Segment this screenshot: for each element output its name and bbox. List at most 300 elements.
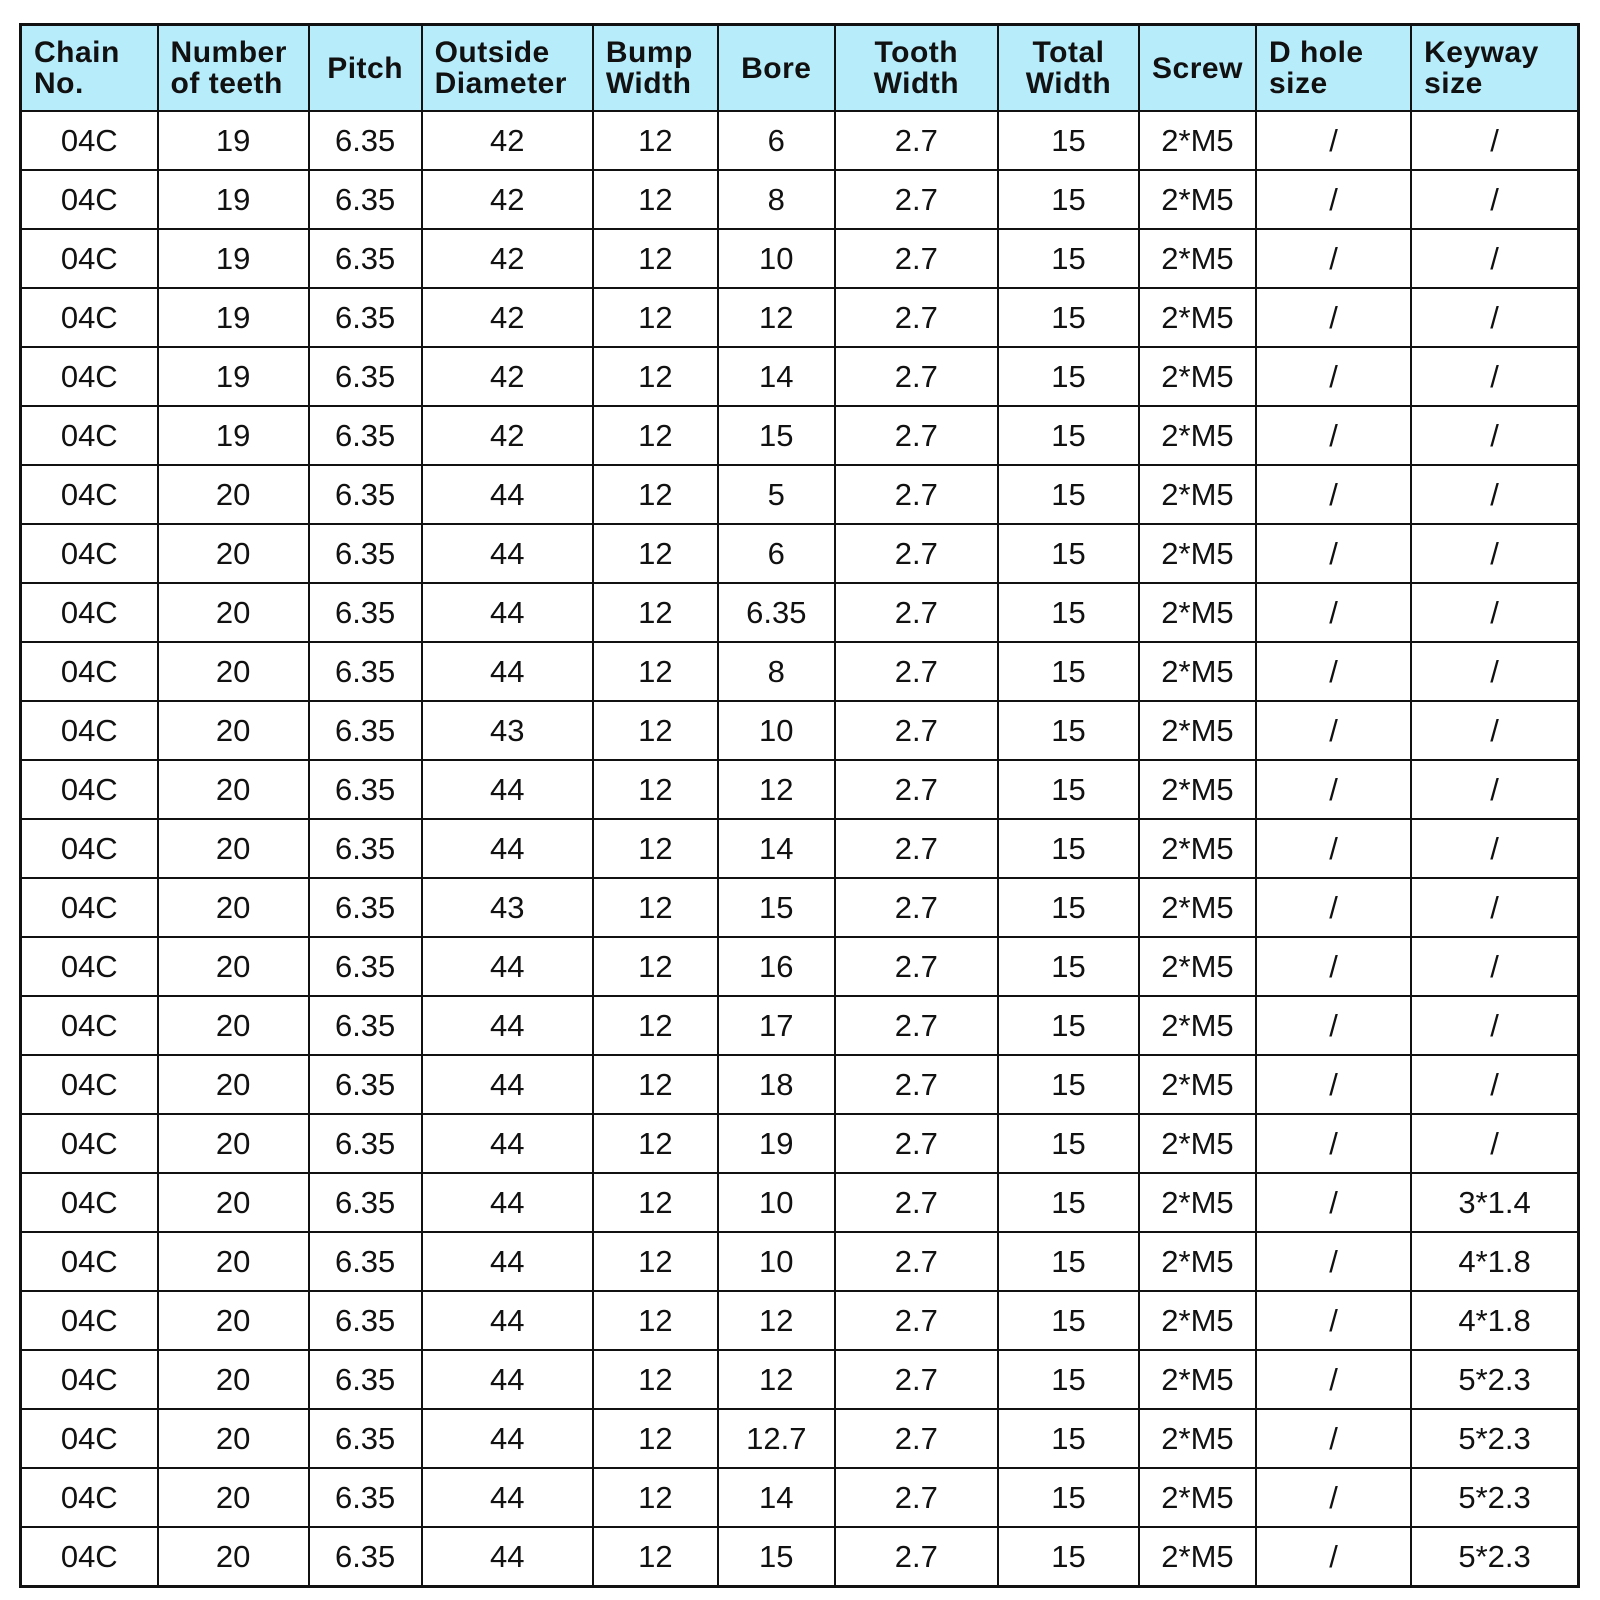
cell-outside-diameter: 44 — [422, 524, 593, 583]
cell-total-width: 15 — [998, 1173, 1139, 1232]
cell-chain-no: 04C — [21, 229, 158, 288]
cell-pitch: 6.35 — [309, 1114, 422, 1173]
cell-bump-width: 12 — [593, 524, 718, 583]
table-row — [21, 170, 1579, 229]
cell-chain-no: 04C — [21, 937, 158, 996]
cell-bump-width: 12 — [593, 288, 718, 347]
cell-screw: 2*M5 — [1139, 701, 1256, 760]
cell-total-width: 15 — [998, 996, 1139, 1055]
cell-keyway-size: / — [1411, 347, 1578, 406]
cell-screw: 2*M5 — [1139, 937, 1256, 996]
cell-d-hole-size: / — [1256, 1114, 1411, 1173]
cell-outside-diameter: 44 — [422, 996, 593, 1055]
table-row — [21, 1350, 1579, 1409]
cell-keyway-size: / — [1411, 996, 1578, 1055]
cell-d-hole-size: / — [1256, 996, 1411, 1055]
cell-pitch: 6.35 — [309, 229, 422, 288]
cell-bump-width: 12 — [593, 1527, 718, 1587]
table-header — [21, 25, 1579, 112]
sprocket-spec-table — [19, 23, 1580, 1588]
cell-total-width: 15 — [998, 1232, 1139, 1291]
column-header-screw: Screw — [1139, 25, 1256, 112]
cell-tooth-width: 2.7 — [835, 1291, 998, 1350]
cell-outside-diameter: 44 — [422, 1468, 593, 1527]
cell-number-of-teeth: 20 — [158, 524, 309, 583]
cell-d-hole-size: / — [1256, 1527, 1411, 1587]
cell-tooth-width: 2.7 — [835, 878, 998, 937]
table-row — [21, 1409, 1579, 1468]
cell-screw: 2*M5 — [1139, 642, 1256, 701]
cell-screw: 2*M5 — [1139, 229, 1256, 288]
cell-total-width: 15 — [998, 465, 1139, 524]
column-header-chain-no: Chain No. — [21, 25, 158, 112]
cell-total-width: 15 — [998, 583, 1139, 642]
cell-bump-width: 12 — [593, 1232, 718, 1291]
cell-keyway-size: / — [1411, 1114, 1578, 1173]
cell-bore: 10 — [718, 1173, 835, 1232]
cell-keyway-size: / — [1411, 760, 1578, 819]
cell-total-width: 15 — [998, 170, 1139, 229]
cell-screw: 2*M5 — [1139, 465, 1256, 524]
cell-bore: 14 — [718, 819, 835, 878]
cell-bore: 12.7 — [718, 1409, 835, 1468]
cell-tooth-width: 2.7 — [835, 583, 998, 642]
cell-screw: 2*M5 — [1139, 1291, 1256, 1350]
cell-number-of-teeth: 20 — [158, 760, 309, 819]
table-row — [21, 1232, 1579, 1291]
cell-d-hole-size: / — [1256, 288, 1411, 347]
cell-tooth-width: 2.7 — [835, 170, 998, 229]
cell-outside-diameter: 43 — [422, 701, 593, 760]
cell-tooth-width: 2.7 — [835, 1232, 998, 1291]
cell-chain-no: 04C — [21, 1468, 158, 1527]
cell-screw: 2*M5 — [1139, 1468, 1256, 1527]
cell-screw: 2*M5 — [1139, 1173, 1256, 1232]
cell-bore: 5 — [718, 465, 835, 524]
cell-screw: 2*M5 — [1139, 347, 1256, 406]
cell-screw: 2*M5 — [1139, 1055, 1256, 1114]
cell-bore: 12 — [718, 760, 835, 819]
cell-pitch: 6.35 — [309, 878, 422, 937]
cell-total-width: 15 — [998, 524, 1139, 583]
cell-screw: 2*M5 — [1139, 878, 1256, 937]
cell-tooth-width: 2.7 — [835, 760, 998, 819]
cell-bore: 12 — [718, 288, 835, 347]
table-row — [21, 524, 1579, 583]
table-row — [21, 819, 1579, 878]
cell-pitch: 6.35 — [309, 819, 422, 878]
cell-keyway-size: / — [1411, 229, 1578, 288]
cell-tooth-width: 2.7 — [835, 465, 998, 524]
cell-bump-width: 12 — [593, 583, 718, 642]
cell-total-width: 15 — [998, 406, 1139, 465]
cell-chain-no: 04C — [21, 1114, 158, 1173]
cell-bump-width: 12 — [593, 996, 718, 1055]
cell-bore: 17 — [718, 996, 835, 1055]
cell-d-hole-size: / — [1256, 878, 1411, 937]
cell-number-of-teeth: 20 — [158, 1350, 309, 1409]
cell-tooth-width: 2.7 — [835, 1468, 998, 1527]
cell-total-width: 15 — [998, 819, 1139, 878]
table-body — [21, 111, 1579, 1587]
cell-bore: 12 — [718, 1350, 835, 1409]
table-row — [21, 465, 1579, 524]
cell-keyway-size: 5*2.3 — [1411, 1527, 1578, 1587]
cell-tooth-width: 2.7 — [835, 347, 998, 406]
cell-keyway-size: / — [1411, 819, 1578, 878]
cell-total-width: 15 — [998, 1409, 1139, 1468]
column-header-d-hole-size: D hole size — [1256, 25, 1411, 112]
cell-d-hole-size: / — [1256, 465, 1411, 524]
cell-tooth-width: 2.7 — [835, 524, 998, 583]
cell-bump-width: 12 — [593, 819, 718, 878]
header-row — [21, 25, 1579, 112]
table-row — [21, 583, 1579, 642]
cell-pitch: 6.35 — [309, 465, 422, 524]
cell-bump-width: 12 — [593, 347, 718, 406]
cell-number-of-teeth: 20 — [158, 1232, 309, 1291]
cell-pitch: 6.35 — [309, 1291, 422, 1350]
table-row — [21, 878, 1579, 937]
cell-chain-no: 04C — [21, 1055, 158, 1114]
cell-chain-no: 04C — [21, 1232, 158, 1291]
cell-total-width: 15 — [998, 878, 1139, 937]
cell-total-width: 15 — [998, 1055, 1139, 1114]
column-header-total-width: Total Width — [998, 25, 1139, 112]
cell-outside-diameter: 44 — [422, 1232, 593, 1291]
cell-number-of-teeth: 19 — [158, 170, 309, 229]
cell-number-of-teeth: 20 — [158, 1114, 309, 1173]
cell-outside-diameter: 44 — [422, 1114, 593, 1173]
cell-chain-no: 04C — [21, 583, 158, 642]
cell-chain-no: 04C — [21, 111, 158, 170]
cell-chain-no: 04C — [21, 465, 158, 524]
cell-bore: 19 — [718, 1114, 835, 1173]
cell-d-hole-size: / — [1256, 229, 1411, 288]
cell-total-width: 15 — [998, 760, 1139, 819]
column-header-tooth-width: Tooth Width — [835, 25, 998, 112]
cell-screw: 2*M5 — [1139, 583, 1256, 642]
cell-chain-no: 04C — [21, 524, 158, 583]
table-row — [21, 996, 1579, 1055]
cell-screw: 2*M5 — [1139, 1232, 1256, 1291]
cell-outside-diameter: 42 — [422, 288, 593, 347]
cell-keyway-size: / — [1411, 642, 1578, 701]
cell-number-of-teeth: 20 — [158, 1409, 309, 1468]
column-header-outside-diameter: Outside Diameter — [422, 25, 593, 112]
cell-bore: 6.35 — [718, 583, 835, 642]
cell-keyway-size: / — [1411, 288, 1578, 347]
cell-tooth-width: 2.7 — [835, 1350, 998, 1409]
cell-keyway-size: 4*1.8 — [1411, 1232, 1578, 1291]
cell-pitch: 6.35 — [309, 642, 422, 701]
cell-tooth-width: 2.7 — [835, 1114, 998, 1173]
cell-d-hole-size: / — [1256, 1173, 1411, 1232]
cell-keyway-size: / — [1411, 465, 1578, 524]
cell-pitch: 6.35 — [309, 583, 422, 642]
cell-number-of-teeth: 20 — [158, 701, 309, 760]
cell-total-width: 15 — [998, 642, 1139, 701]
cell-keyway-size: 5*2.3 — [1411, 1468, 1578, 1527]
cell-tooth-width: 2.7 — [835, 642, 998, 701]
cell-screw: 2*M5 — [1139, 111, 1256, 170]
cell-screw: 2*M5 — [1139, 524, 1256, 583]
table-row — [21, 937, 1579, 996]
cell-chain-no: 04C — [21, 996, 158, 1055]
column-header-bump-width: Bump Width — [593, 25, 718, 112]
cell-keyway-size: / — [1411, 1055, 1578, 1114]
cell-tooth-width: 2.7 — [835, 1173, 998, 1232]
cell-screw: 2*M5 — [1139, 760, 1256, 819]
cell-number-of-teeth: 20 — [158, 465, 309, 524]
cell-keyway-size: 3*1.4 — [1411, 1173, 1578, 1232]
cell-d-hole-size: / — [1256, 347, 1411, 406]
cell-pitch: 6.35 — [309, 1350, 422, 1409]
cell-screw: 2*M5 — [1139, 170, 1256, 229]
cell-bore: 16 — [718, 937, 835, 996]
cell-d-hole-size: / — [1256, 819, 1411, 878]
cell-outside-diameter: 44 — [422, 760, 593, 819]
cell-chain-no: 04C — [21, 701, 158, 760]
cell-outside-diameter: 44 — [422, 1173, 593, 1232]
table-row — [21, 1527, 1579, 1587]
table-row — [21, 1291, 1579, 1350]
cell-pitch: 6.35 — [309, 760, 422, 819]
cell-pitch: 6.35 — [309, 701, 422, 760]
cell-screw: 2*M5 — [1139, 406, 1256, 465]
cell-chain-no: 04C — [21, 760, 158, 819]
cell-outside-diameter: 44 — [422, 1055, 593, 1114]
cell-d-hole-size: / — [1256, 170, 1411, 229]
cell-bore: 10 — [718, 229, 835, 288]
cell-number-of-teeth: 20 — [158, 819, 309, 878]
table-row — [21, 1055, 1579, 1114]
cell-outside-diameter: 42 — [422, 111, 593, 170]
cell-total-width: 15 — [998, 111, 1139, 170]
cell-pitch: 6.35 — [309, 937, 422, 996]
cell-number-of-teeth: 20 — [158, 1527, 309, 1587]
table-row — [21, 406, 1579, 465]
cell-outside-diameter: 44 — [422, 1350, 593, 1409]
cell-tooth-width: 2.7 — [835, 1527, 998, 1587]
cell-bump-width: 12 — [593, 701, 718, 760]
cell-bore: 14 — [718, 347, 835, 406]
cell-screw: 2*M5 — [1139, 819, 1256, 878]
column-header-bore: Bore — [718, 25, 835, 112]
cell-bore: 15 — [718, 406, 835, 465]
cell-bump-width: 12 — [593, 465, 718, 524]
cell-outside-diameter: 43 — [422, 878, 593, 937]
cell-d-hole-size: / — [1256, 406, 1411, 465]
cell-screw: 2*M5 — [1139, 1114, 1256, 1173]
cell-screw: 2*M5 — [1139, 996, 1256, 1055]
cell-keyway-size: 4*1.8 — [1411, 1291, 1578, 1350]
cell-d-hole-size: / — [1256, 524, 1411, 583]
cell-number-of-teeth: 20 — [158, 642, 309, 701]
cell-tooth-width: 2.7 — [835, 819, 998, 878]
cell-pitch: 6.35 — [309, 996, 422, 1055]
cell-bump-width: 12 — [593, 642, 718, 701]
cell-keyway-size: / — [1411, 406, 1578, 465]
cell-total-width: 15 — [998, 937, 1139, 996]
cell-screw: 2*M5 — [1139, 288, 1256, 347]
cell-tooth-width: 2.7 — [835, 937, 998, 996]
cell-pitch: 6.35 — [309, 524, 422, 583]
cell-outside-diameter: 44 — [422, 465, 593, 524]
cell-d-hole-size: / — [1256, 111, 1411, 170]
cell-d-hole-size: / — [1256, 1055, 1411, 1114]
cell-number-of-teeth: 20 — [158, 937, 309, 996]
cell-bore: 8 — [718, 642, 835, 701]
cell-d-hole-size: / — [1256, 583, 1411, 642]
table-row — [21, 1468, 1579, 1527]
cell-number-of-teeth: 20 — [158, 583, 309, 642]
cell-bore: 8 — [718, 170, 835, 229]
cell-tooth-width: 2.7 — [835, 1409, 998, 1468]
cell-bump-width: 12 — [593, 878, 718, 937]
cell-tooth-width: 2.7 — [835, 288, 998, 347]
cell-outside-diameter: 42 — [422, 170, 593, 229]
cell-keyway-size: 5*2.3 — [1411, 1409, 1578, 1468]
cell-keyway-size: / — [1411, 937, 1578, 996]
cell-outside-diameter: 42 — [422, 406, 593, 465]
cell-keyway-size: / — [1411, 111, 1578, 170]
cell-chain-no: 04C — [21, 406, 158, 465]
cell-screw: 2*M5 — [1139, 1350, 1256, 1409]
cell-tooth-width: 2.7 — [835, 406, 998, 465]
cell-bump-width: 12 — [593, 937, 718, 996]
cell-chain-no: 04C — [21, 1291, 158, 1350]
cell-bump-width: 12 — [593, 1173, 718, 1232]
cell-chain-no: 04C — [21, 878, 158, 937]
cell-pitch: 6.35 — [309, 1468, 422, 1527]
cell-number-of-teeth: 19 — [158, 288, 309, 347]
cell-outside-diameter: 44 — [422, 1291, 593, 1350]
cell-bump-width: 12 — [593, 1468, 718, 1527]
cell-bump-width: 12 — [593, 1114, 718, 1173]
cell-bore: 6 — [718, 524, 835, 583]
column-header-keyway-size: Keyway size — [1411, 25, 1578, 112]
cell-number-of-teeth: 20 — [158, 1291, 309, 1350]
cell-outside-diameter: 44 — [422, 642, 593, 701]
cell-number-of-teeth: 19 — [158, 229, 309, 288]
cell-keyway-size: / — [1411, 524, 1578, 583]
cell-tooth-width: 2.7 — [835, 1055, 998, 1114]
cell-chain-no: 04C — [21, 1350, 158, 1409]
cell-total-width: 15 — [998, 701, 1139, 760]
cell-d-hole-size: / — [1256, 1350, 1411, 1409]
cell-chain-no: 04C — [21, 170, 158, 229]
cell-bump-width: 12 — [593, 1350, 718, 1409]
cell-keyway-size: / — [1411, 583, 1578, 642]
cell-total-width: 15 — [998, 1114, 1139, 1173]
cell-chain-no: 04C — [21, 1173, 158, 1232]
table-row — [21, 1173, 1579, 1232]
cell-screw: 2*M5 — [1139, 1409, 1256, 1468]
cell-bore: 10 — [718, 1232, 835, 1291]
cell-pitch: 6.35 — [309, 1232, 422, 1291]
cell-bump-width: 12 — [593, 229, 718, 288]
cell-d-hole-size: / — [1256, 760, 1411, 819]
cell-pitch: 6.35 — [309, 170, 422, 229]
cell-outside-diameter: 44 — [422, 1409, 593, 1468]
cell-chain-no: 04C — [21, 347, 158, 406]
cell-tooth-width: 2.7 — [835, 996, 998, 1055]
cell-number-of-teeth: 20 — [158, 996, 309, 1055]
cell-number-of-teeth: 20 — [158, 878, 309, 937]
column-header-number-of-teeth: Number of teeth — [158, 25, 309, 112]
cell-pitch: 6.35 — [309, 1055, 422, 1114]
cell-bump-width: 12 — [593, 1055, 718, 1114]
cell-outside-diameter: 42 — [422, 347, 593, 406]
cell-screw: 2*M5 — [1139, 1527, 1256, 1587]
cell-keyway-size: 5*2.3 — [1411, 1350, 1578, 1409]
cell-tooth-width: 2.7 — [835, 111, 998, 170]
cell-pitch: 6.35 — [309, 288, 422, 347]
cell-total-width: 15 — [998, 288, 1139, 347]
cell-total-width: 15 — [998, 1527, 1139, 1587]
cell-chain-no: 04C — [21, 1409, 158, 1468]
cell-bump-width: 12 — [593, 1291, 718, 1350]
cell-chain-no: 04C — [21, 642, 158, 701]
cell-outside-diameter: 42 — [422, 229, 593, 288]
cell-d-hole-size: / — [1256, 1468, 1411, 1527]
cell-chain-no: 04C — [21, 819, 158, 878]
cell-keyway-size: / — [1411, 878, 1578, 937]
cell-outside-diameter: 44 — [422, 1527, 593, 1587]
cell-pitch: 6.35 — [309, 111, 422, 170]
cell-bore: 15 — [718, 1527, 835, 1587]
cell-pitch: 6.35 — [309, 1527, 422, 1587]
cell-number-of-teeth: 20 — [158, 1055, 309, 1114]
table-row — [21, 642, 1579, 701]
cell-number-of-teeth: 19 — [158, 347, 309, 406]
cell-d-hole-size: / — [1256, 1409, 1411, 1468]
cell-total-width: 15 — [998, 1468, 1139, 1527]
cell-bore: 15 — [718, 878, 835, 937]
table-row — [21, 229, 1579, 288]
table-row — [21, 288, 1579, 347]
cell-outside-diameter: 44 — [422, 819, 593, 878]
cell-total-width: 15 — [998, 229, 1139, 288]
cell-number-of-teeth: 19 — [158, 111, 309, 170]
cell-number-of-teeth: 20 — [158, 1173, 309, 1232]
cell-pitch: 6.35 — [309, 1409, 422, 1468]
cell-total-width: 15 — [998, 1350, 1139, 1409]
cell-bore: 6 — [718, 111, 835, 170]
cell-bump-width: 12 — [593, 1409, 718, 1468]
column-header-pitch: Pitch — [309, 25, 422, 112]
cell-d-hole-size: / — [1256, 1291, 1411, 1350]
cell-pitch: 6.35 — [309, 1173, 422, 1232]
cell-total-width: 15 — [998, 347, 1139, 406]
cell-total-width: 15 — [998, 1291, 1139, 1350]
cell-d-hole-size: / — [1256, 1232, 1411, 1291]
cell-bore: 12 — [718, 1291, 835, 1350]
cell-bore: 18 — [718, 1055, 835, 1114]
cell-bump-width: 12 — [593, 170, 718, 229]
cell-number-of-teeth: 20 — [158, 1468, 309, 1527]
cell-pitch: 6.35 — [309, 347, 422, 406]
cell-d-hole-size: / — [1256, 642, 1411, 701]
cell-tooth-width: 2.7 — [835, 701, 998, 760]
cell-chain-no: 04C — [21, 288, 158, 347]
table-row — [21, 1114, 1579, 1173]
cell-keyway-size: / — [1411, 170, 1578, 229]
table-row — [21, 111, 1579, 170]
cell-outside-diameter: 44 — [422, 937, 593, 996]
cell-keyway-size: / — [1411, 701, 1578, 760]
